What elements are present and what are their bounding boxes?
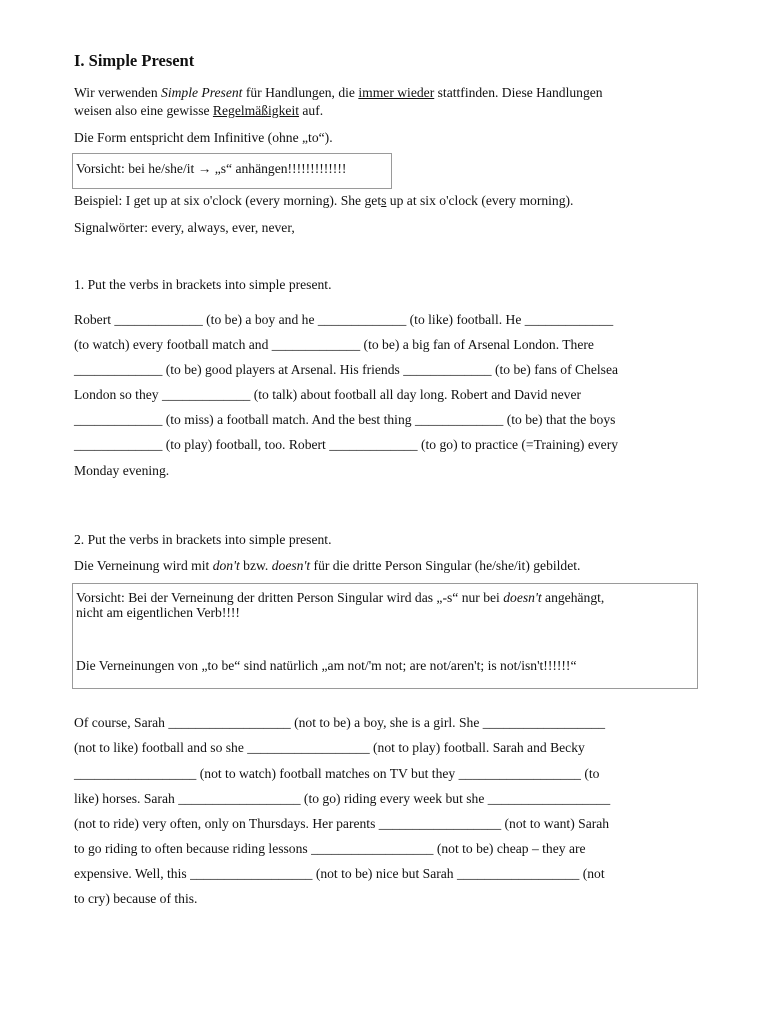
example-underlined: s xyxy=(381,193,387,208)
example-text: up at six o'clock (every morning). xyxy=(386,193,574,208)
negation-term: don't xyxy=(212,558,240,573)
negation-term: doesn't xyxy=(271,558,311,573)
form-rule: Die Form entspricht dem Infinitive (ohne „to“). xyxy=(74,130,333,145)
caution-text: Vorsicht: bei he/she/it → „s“ anhängen!!!!!!!!!!!!! xyxy=(76,161,347,176)
caution-text: Vorsicht: Bei der Verneinung der dritten Person Singular wird das „-s“ nur bei xyxy=(76,590,504,605)
exercise-2-line: __________________ (not to watch) football matches on TV but they __________________ (to xyxy=(74,766,600,781)
caution-box xyxy=(72,153,392,189)
exercise-1-line: Robert _____________ (to be) a boy and he _____________ (to like) football. He _____________ xyxy=(74,312,614,327)
exercise-2-line: like) horses. Sarah __________________ (to go) riding every week but she __________________ xyxy=(74,791,611,806)
exercise-2-line: expensive. Well, this __________________ (not to be) nice but Sarah __________________ (not xyxy=(74,866,605,881)
intro-line-1 xyxy=(74,84,603,102)
negation-text: für die dritte Person Singular (he/she/it) gebildet. xyxy=(310,558,581,573)
exercise-2-line: to cry) because of this. xyxy=(74,891,198,906)
exercise-1-line: _____________ (to play) football, too. Robert _____________ (to go) to practice (=Training) every xyxy=(74,437,619,452)
intro-term: Simple Present xyxy=(161,85,243,100)
intro-underlined: Regelmäßigkeit xyxy=(212,103,299,118)
page-title: I. Simple Present xyxy=(74,51,195,70)
caution-term: doesn't xyxy=(503,590,542,605)
negation-text: Die Verneinung wird mit xyxy=(74,558,213,573)
intro-text: Wir verwenden xyxy=(74,85,162,100)
intro-text: stattfinden. Diese Handlungen xyxy=(434,85,603,100)
exercise-1-line: Monday evening. xyxy=(74,463,170,478)
intro-line-2 xyxy=(74,102,323,120)
caution-line: nicht am eigentlichen Verb!!!! xyxy=(76,605,240,620)
exercise-2-heading: 2. Put the verbs in brackets into simple present. xyxy=(74,532,332,547)
exercise-2-line: to go riding to often because riding lessons __________________ (not to be) cheap – they are xyxy=(74,841,586,856)
intro-text: weisen also eine gewisse xyxy=(74,103,213,118)
exercise-1-line: _____________ (to miss) a football match. And the best thing _____________ (to be) that the boys xyxy=(74,412,616,427)
exercise-2-line: (not to like) football and so she __________________ (not to play) football. Sarah and Becky xyxy=(74,740,585,755)
exercise-2-line: (not to ride) very often, only on Thursdays. Her parents __________________ (not to want) Sarah xyxy=(74,816,610,831)
negation-text: bzw. xyxy=(239,558,272,573)
signal-words: Signalwörter: every, always, ever, never, xyxy=(74,220,295,235)
caution-text: angehängt, xyxy=(541,590,605,605)
intro-text: auf. xyxy=(299,103,324,118)
example-text: Beispiel: I get up at six o'clock (every morning). She get xyxy=(74,193,382,208)
intro-text: für Handlungen, die xyxy=(242,85,359,100)
exercise-1-line: London so they _____________ (to talk) about football all day long. Robert and David never xyxy=(74,387,582,402)
exercise-1-line: _____________ (to be) good players at Arsenal. His friends _____________ (to be) fans of Chelsea xyxy=(74,362,619,377)
caution-line: Die Verneinungen von „to be“ sind natürlich „am not/'m not; are not/aren't; is not/isn't!!!!!!“ xyxy=(76,658,577,673)
intro-underlined: immer wieder xyxy=(358,85,435,100)
negation-caution-box xyxy=(72,583,698,689)
negation-rule xyxy=(74,557,580,575)
example-line xyxy=(74,192,573,210)
exercise-1-line: (to watch) every football match and _____________ (to be) a big fan of Arsenal London. There xyxy=(74,337,594,352)
exercise-2-line: Of course, Sarah __________________ (not to be) a boy, she is a girl. She __________________ xyxy=(74,715,606,730)
exercise-1-heading: 1. Put the verbs in brackets into simple present. xyxy=(74,277,332,292)
